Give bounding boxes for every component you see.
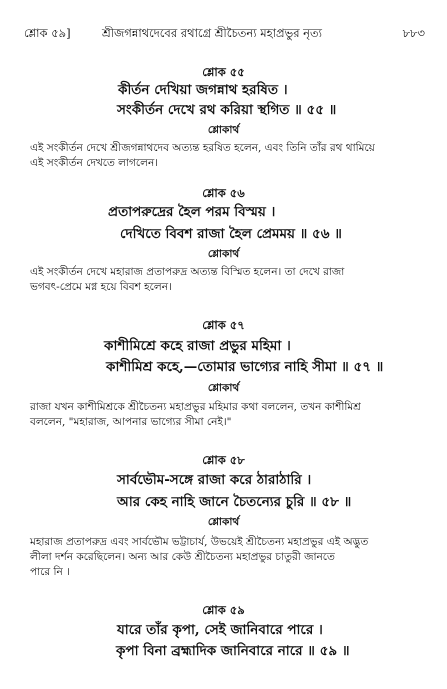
running-header — [24, 24, 425, 42]
verse-heading: শ্লোক ৫৭ — [202, 318, 245, 332]
verse-heading: শ্লোক ৫৯ — [202, 603, 245, 617]
verse-heading: শ্লোক ৫৮ — [202, 453, 245, 467]
translation-heading: শ্লোকার্থ — [207, 248, 240, 260]
header-chapter-title: শ্রীজগন্নাথদেবের রথাগ্রে শ্রীচৈতন্য মহাপ্রভুর নৃত্য — [102, 26, 323, 40]
translation-line: এই সংকীর্তন দেখতে লাগলেন। — [30, 157, 158, 169]
verse-line: কাশীমিশ্রে কহে রাজা প্রভুর মহিমা । — [104, 338, 291, 354]
translation-heading: শ্লোকার্থ — [207, 382, 240, 394]
translation-heading: শ্লোকার্থ — [207, 124, 240, 136]
verse-line: দেখিতে বিবশ রাজা হৈল প্রেমময় ॥ ৫৬ ॥ — [120, 226, 342, 242]
translation-line: লীলা দর্শন করেছিলেন। অন্য আর কেউ শ্রীচৈতন্য মহাপ্রভুর চাতুরী জানতে — [30, 551, 335, 563]
verse-line: সংকীর্তন দেখে রথ করিয়া স্থগিত ॥ ৫৫ ॥ — [117, 102, 337, 118]
verse-line: যারে তাঁর কৃপা, সেই জানিবারে পারে । — [117, 622, 323, 638]
translation-line: ভগবৎ-প্রেমে মগ্ন হয়ে বিবশ হলেন। — [30, 281, 172, 293]
translation-line: রাজা যখন কাশীমিশ্রকে শ্রীচৈতন্য মহাপ্রভুর মহিমার কথা বললেন, তখন কাশীমিশ্র — [30, 401, 361, 413]
translation-line: পারে নি । — [30, 566, 70, 578]
translation-line: এই সংকীর্তন দেখে শ্রীজগন্নাথদেব অত্যন্ত হরষিত হলেন, এবং তিনি তাঁর রথ থামিয়ে — [30, 142, 375, 154]
verse-line: আর কেহ নাহি জানে চৈতন্যের চুরি ॥ ৫৮ ॥ — [117, 494, 352, 510]
verse-line: কৃপা বিনা ব্রহ্মাদিক জানিবারে নারে ॥ ৫৯ ॥ — [116, 643, 350, 659]
translation-heading: শ্লোকার্থ — [207, 516, 240, 528]
page-number: ৮৮৩ — [402, 26, 425, 40]
translation-line: এই সংকীর্তন দেখে মহারাজ প্রতাপরুদ্র অত্যন্ত বিস্মিত হলেন। তা দেখে রাজা — [30, 266, 345, 278]
verse-line: কাশীমিশ্র কহে,—তোমার ভাগ্যের নাহি সীমা ॥ ৫৭ ॥ — [106, 359, 384, 375]
verse-heading: শ্লোক ৫৫ — [202, 65, 245, 79]
header-verse-range: শ্লোক ৫৯] — [24, 26, 71, 40]
translation-line: বললেন, "মহারাজ, আপনার ভাগ্যের সীমা নেই।" — [30, 416, 232, 428]
translation-line: মহারাজ প্রতাপরুদ্র এবং সার্বভৌম ভট্টাচার্য, উভয়েই শ্রীচৈতন্য মহাপ্রভুর এই অদ্ভুত — [30, 536, 369, 548]
verse-heading: শ্লোক ৫৬ — [202, 186, 245, 200]
verse-line: কীর্তন দেখিয়া জগন্নাথ হরষিত । — [118, 82, 288, 98]
verse-line: প্রতাপরুদ্রের হৈল পরম বিস্ময় । — [108, 204, 276, 220]
verse-line: সার্বভৌম-সঙ্গে রাজা করে ঠারাঠারি । — [117, 472, 312, 488]
